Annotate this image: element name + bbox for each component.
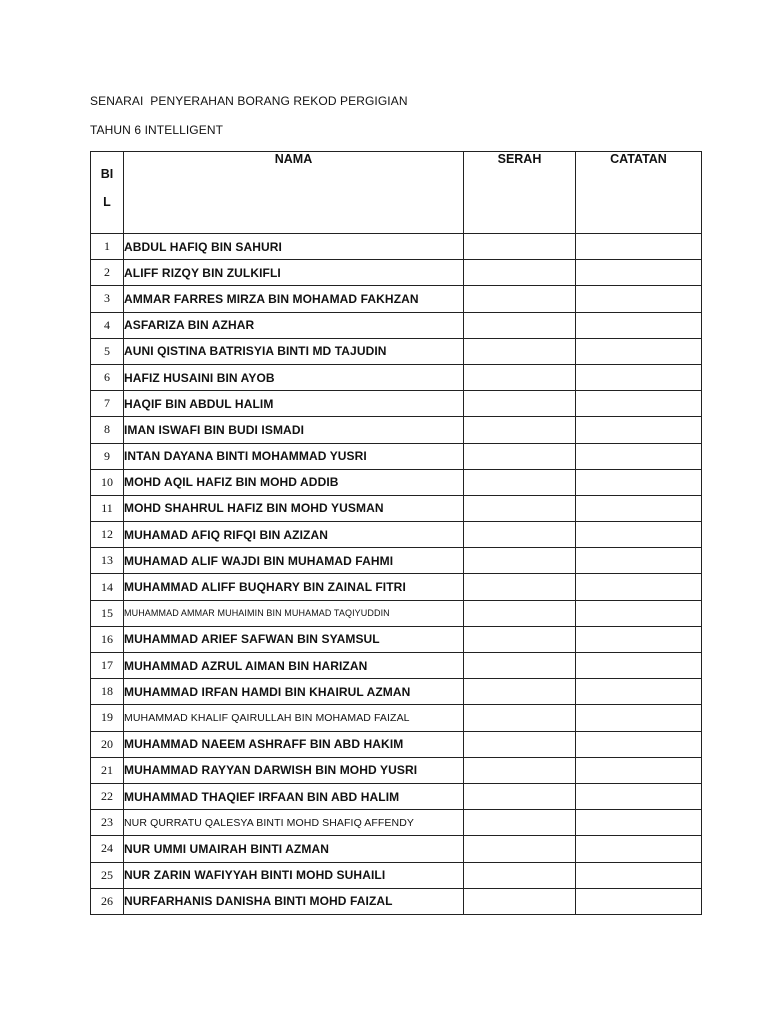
row-number: 12 xyxy=(91,522,124,548)
student-name: ABDUL HAFIQ BIN SAHURI xyxy=(124,234,464,260)
catatan-cell xyxy=(576,443,702,469)
catatan-cell xyxy=(576,653,702,679)
student-name: MUHAMMAD THAQIEF IRFAAN BIN ABD HALIM xyxy=(124,783,464,809)
row-number: 1 xyxy=(91,234,124,260)
row-number: 2 xyxy=(91,260,124,286)
catatan-cell xyxy=(576,234,702,260)
student-name: ASFARIZA BIN AZHAR xyxy=(124,312,464,338)
serah-cell xyxy=(464,626,576,652)
table-row xyxy=(91,679,702,705)
catatan-cell xyxy=(576,338,702,364)
row-number: 9 xyxy=(91,443,124,469)
catatan-cell xyxy=(576,836,702,862)
header-row xyxy=(91,152,702,234)
catatan-cell xyxy=(576,783,702,809)
row-number: 16 xyxy=(91,626,124,652)
catatan-cell xyxy=(576,705,702,731)
table-row xyxy=(91,443,702,469)
row-number: 21 xyxy=(91,757,124,783)
header-serah: SERAH xyxy=(464,152,576,234)
serah-cell xyxy=(464,888,576,914)
catatan-cell xyxy=(576,312,702,338)
table-row xyxy=(91,862,702,888)
row-number: 22 xyxy=(91,783,124,809)
table-row xyxy=(91,522,702,548)
student-name: MUHAMAD AFIQ RIFQI BIN AZIZAN xyxy=(124,522,464,548)
document-subtitle: TAHUN 6 INTELLIGENT xyxy=(90,123,224,137)
row-number: 25 xyxy=(91,862,124,888)
table-row xyxy=(91,260,702,286)
serah-cell xyxy=(464,338,576,364)
serah-cell xyxy=(464,312,576,338)
student-name: AMMAR FARRES MIRZA BIN MOHAMAD FAKHZAN xyxy=(124,286,464,312)
table-row xyxy=(91,810,702,836)
student-name: NUR QURRATU QALESYA BINTI MOHD SHAFIQ AFFENDY xyxy=(124,810,464,836)
student-name: IMAN ISWAFI BIN BUDI ISMADI xyxy=(124,417,464,443)
serah-cell xyxy=(464,443,576,469)
table-row xyxy=(91,417,702,443)
table-row xyxy=(91,286,702,312)
table-row xyxy=(91,783,702,809)
row-number: 3 xyxy=(91,286,124,312)
catatan-cell xyxy=(576,286,702,312)
serah-cell xyxy=(464,548,576,574)
catatan-cell xyxy=(576,495,702,521)
student-name: MOHD AQIL HAFIZ BIN MOHD ADDIB xyxy=(124,469,464,495)
row-number: 18 xyxy=(91,679,124,705)
table-row xyxy=(91,574,702,600)
catatan-cell xyxy=(576,469,702,495)
header-bil xyxy=(91,152,124,234)
row-number: 13 xyxy=(91,548,124,574)
student-name: HAQIF BIN ABDUL HALIM xyxy=(124,391,464,417)
header-bil-line1: BI xyxy=(100,167,114,181)
table-row xyxy=(91,338,702,364)
student-name: NURFARHANIS DANISHA BINTI MOHD FAIZAL xyxy=(124,888,464,914)
table-row xyxy=(91,391,702,417)
student-name: ALIFF RIZQY BIN ZULKIFLI xyxy=(124,260,464,286)
row-number: 15 xyxy=(91,600,124,626)
serah-cell xyxy=(464,653,576,679)
catatan-cell xyxy=(576,731,702,757)
student-name: MOHD SHAHRUL HAFIZ BIN MOHD YUSMAN xyxy=(124,495,464,521)
table-row xyxy=(91,312,702,338)
serah-cell xyxy=(464,260,576,286)
serah-cell xyxy=(464,574,576,600)
catatan-cell xyxy=(576,626,702,652)
header-nama: NAMA xyxy=(124,152,464,234)
table-row xyxy=(91,364,702,390)
table-row xyxy=(91,600,702,626)
table-row xyxy=(91,836,702,862)
serah-cell xyxy=(464,469,576,495)
student-name: AUNI QISTINA BATRISYIA BINTI MD TAJUDIN xyxy=(124,338,464,364)
header-bil-line2: L xyxy=(103,195,111,209)
catatan-cell xyxy=(576,888,702,914)
row-number: 14 xyxy=(91,574,124,600)
roster-body xyxy=(91,234,702,915)
table-row xyxy=(91,731,702,757)
serah-cell xyxy=(464,391,576,417)
serah-cell xyxy=(464,679,576,705)
serah-cell xyxy=(464,862,576,888)
serah-cell xyxy=(464,836,576,862)
row-number: 26 xyxy=(91,888,124,914)
table-row xyxy=(91,626,702,652)
table-row xyxy=(91,653,702,679)
student-name: MUHAMMAD RAYYAN DARWISH BIN MOHD YUSRI xyxy=(124,757,464,783)
table-row xyxy=(91,888,702,914)
catatan-cell xyxy=(576,574,702,600)
student-name: MUHAMAD ALIF WAJDI BIN MUHAMAD FAHMI xyxy=(124,548,464,574)
student-name: MUHAMMAD AZRUL AIMAN BIN HARIZAN xyxy=(124,653,464,679)
serah-cell xyxy=(464,600,576,626)
table-row xyxy=(91,548,702,574)
serah-cell xyxy=(464,495,576,521)
student-name: MUHAMMAD IRFAN HAMDI BIN KHAIRUL AZMAN xyxy=(124,679,464,705)
table-row xyxy=(91,234,702,260)
student-name: INTAN DAYANA BINTI MOHAMMAD YUSRI xyxy=(124,443,464,469)
catatan-cell xyxy=(576,522,702,548)
serah-cell xyxy=(464,783,576,809)
catatan-cell xyxy=(576,417,702,443)
serah-cell xyxy=(464,810,576,836)
catatan-cell xyxy=(576,391,702,417)
serah-cell xyxy=(464,417,576,443)
serah-cell xyxy=(464,364,576,390)
catatan-cell xyxy=(576,810,702,836)
table-row xyxy=(91,469,702,495)
row-number: 4 xyxy=(91,312,124,338)
student-name: MUHAMMAD ARIEF SAFWAN BIN SYAMSUL xyxy=(124,626,464,652)
row-number: 19 xyxy=(91,705,124,731)
row-number: 8 xyxy=(91,417,124,443)
table-row xyxy=(91,705,702,731)
row-number: 23 xyxy=(91,810,124,836)
catatan-cell xyxy=(576,862,702,888)
student-name: MUHAMMAD ALIFF BUQHARY BIN ZAINAL FITRI xyxy=(124,574,464,600)
row-number: 6 xyxy=(91,364,124,390)
catatan-cell xyxy=(576,600,702,626)
student-name: HAFIZ HUSAINI BIN AYOB xyxy=(124,364,464,390)
row-number: 10 xyxy=(91,469,124,495)
catatan-cell xyxy=(576,548,702,574)
roster-table xyxy=(90,151,702,915)
serah-cell xyxy=(464,757,576,783)
catatan-cell xyxy=(576,679,702,705)
catatan-cell xyxy=(576,260,702,286)
row-number: 17 xyxy=(91,653,124,679)
student-name: MUHAMMAD KHALIF QAIRULLAH BIN MOHAMAD FAIZAL xyxy=(124,705,464,731)
catatan-cell xyxy=(576,757,702,783)
student-name: NUR UMMI UMAIRAH BINTI AZMAN xyxy=(124,836,464,862)
table-row xyxy=(91,495,702,521)
row-number: 24 xyxy=(91,836,124,862)
serah-cell xyxy=(464,286,576,312)
row-number: 7 xyxy=(91,391,124,417)
row-number: 11 xyxy=(91,495,124,521)
student-name: NUR ZARIN WAFIYYAH BINTI MOHD SUHAILI xyxy=(124,862,464,888)
serah-cell xyxy=(464,705,576,731)
document-title: SENARAI PENYERAHAN BORANG REKOD PERGIGIAN xyxy=(90,94,408,108)
table-row xyxy=(91,757,702,783)
student-name: MUHAMMAD AMMAR MUHAIMIN BIN MUHAMAD TAQIYUDDIN xyxy=(124,600,464,626)
header-catatan: CATATAN xyxy=(576,152,702,234)
row-number: 20 xyxy=(91,731,124,757)
student-name: MUHAMMAD NAEEM ASHRAFF BIN ABD HAKIM xyxy=(124,731,464,757)
serah-cell xyxy=(464,234,576,260)
row-number: 5 xyxy=(91,338,124,364)
serah-cell xyxy=(464,731,576,757)
catatan-cell xyxy=(576,364,702,390)
serah-cell xyxy=(464,522,576,548)
